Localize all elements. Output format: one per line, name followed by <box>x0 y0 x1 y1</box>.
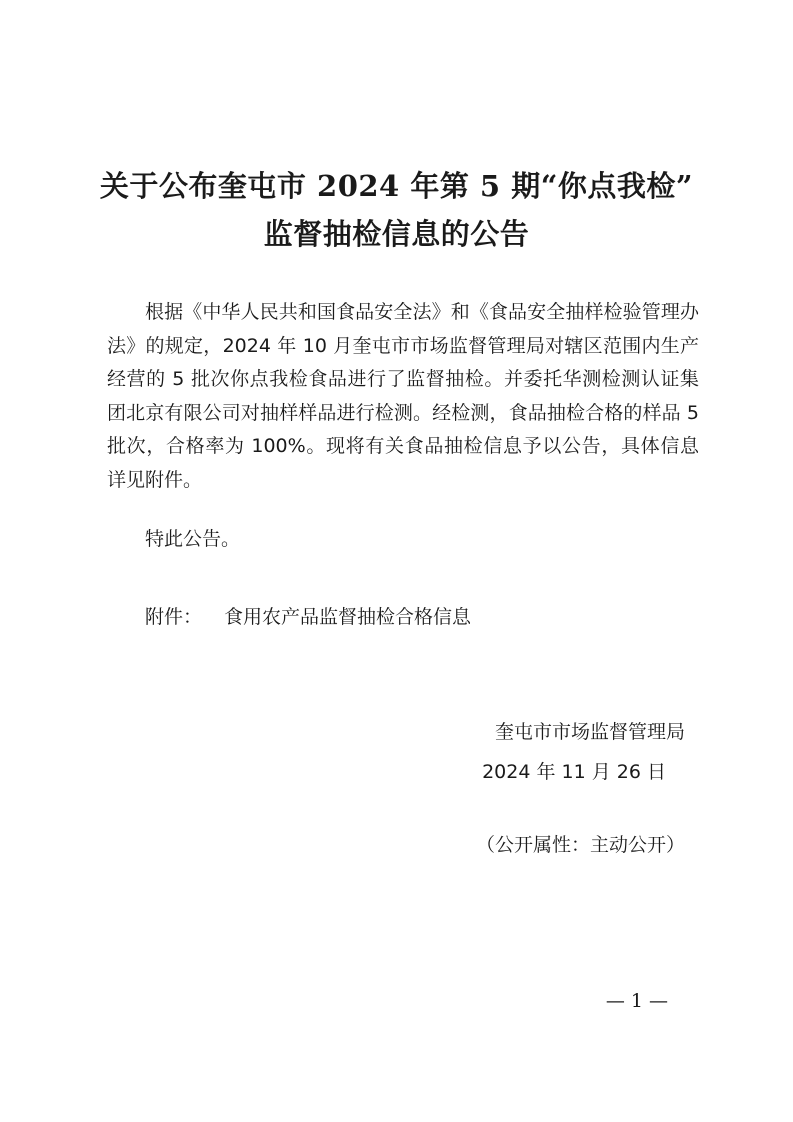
closing-statement: 特此公告。 <box>145 528 241 550</box>
document-title-line-2: 监督抽检信息的公告 <box>263 217 530 251</box>
document-title-line-1: 关于公布奎屯市 2024 年第 5 期“你点我检” <box>99 169 694 203</box>
attachment-line <box>145 608 471 627</box>
issuing-authority: 奎屯市市场监督管理局 <box>494 721 685 743</box>
issue-date: 2024 年 11 月 26 日 <box>482 761 666 783</box>
page-number: — 1 — <box>605 990 668 1012</box>
body-paragraph: 根据《中华人民共和国食品安全法》和《食品安全抽样检验管理办法》的规定，2024 年 10 月奎屯市市场监督管理局对辖区范围内生产经营的 5 批次你点我检食品进行了监督抽检。并委托华测检测认证集团北京有限公司对抽样样品进行检测。经检测，食品抽检合格的样品 5 批次，合格率为 100%。现将有关食品抽检信息予以公告，具体信息详见附件。 <box>107 301 699 491</box>
attachment-title: 食用农产品监督抽检合格信息 <box>224 606 472 628</box>
disclosure-attribute: （公开属性：主动公开） <box>475 834 685 856</box>
attachment-label: 附件： <box>145 606 203 628</box>
